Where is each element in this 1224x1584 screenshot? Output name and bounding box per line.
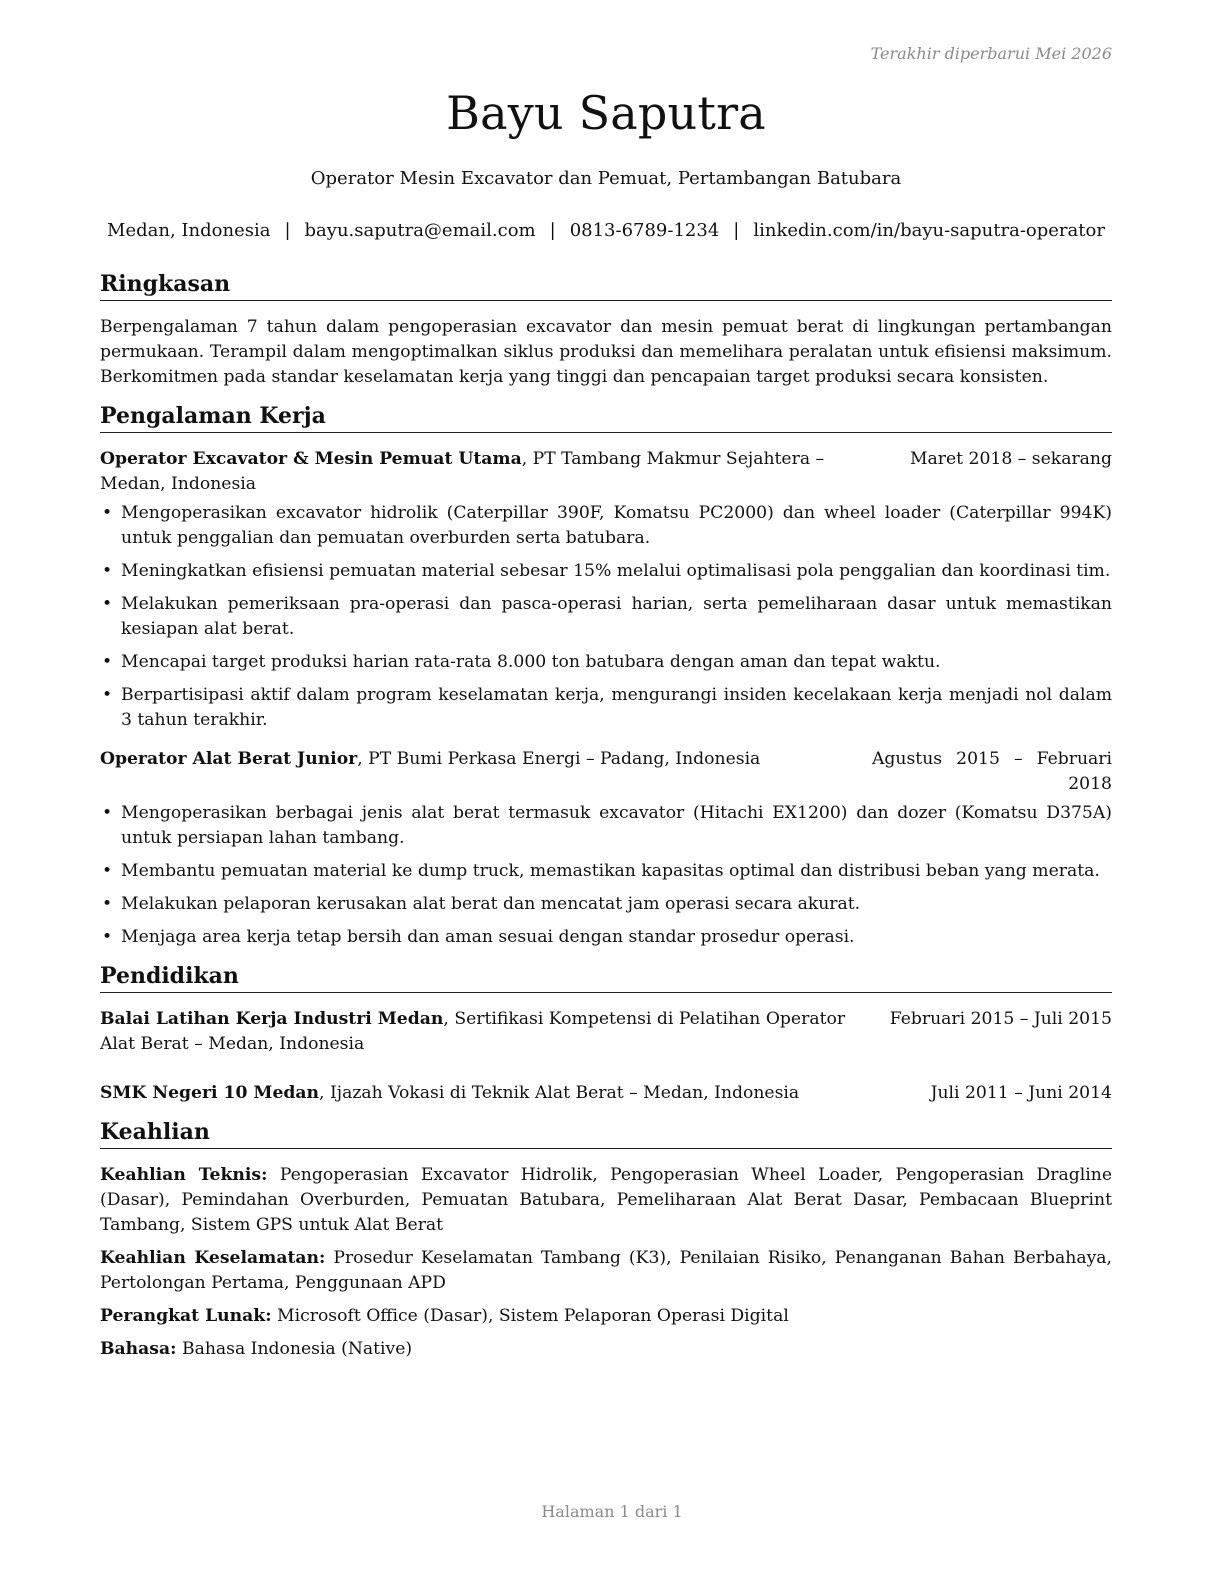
candidate-name: Bayu Saputra bbox=[446, 86, 766, 140]
list-item bbox=[100, 501, 1112, 551]
bullet-text: Melakukan pemeriksaan pra-operasi dan pasca-operasi harian, serta pemeliharaan dasar untuk memastikan kesiapan alat berat. bbox=[121, 594, 1112, 639]
skill-value: Prosedur Keselamatan Tambang (K3), Penilaian Risiko, Penanganan Bahan Berbahaya, Pertolongan Pertama, Penggunaan APD bbox=[100, 1248, 1112, 1293]
bullet-icon: • bbox=[102, 652, 113, 672]
job-title: Operator Alat Berat Junior bbox=[100, 749, 358, 769]
list-item bbox=[100, 859, 1112, 884]
last-updated-note: Terakhir diperbarui Mei 2026 bbox=[870, 44, 1112, 63]
education-details: , Sertifikasi Kompetensi di Pelatihan Operator Alat Berat – Medan, Indonesia bbox=[100, 1009, 846, 1054]
job-title-line bbox=[100, 447, 910, 497]
skill-value: Bahasa Indonesia (Native) bbox=[181, 1339, 413, 1359]
education-dates: Februari 2015 – Juli 2015 bbox=[889, 1009, 1112, 1029]
summary-heading: Ringkasan bbox=[100, 270, 1112, 301]
education-dates: Juli 2011 – Juni 2014 bbox=[930, 1083, 1112, 1103]
skill-label: Perangkat Lunak: bbox=[100, 1306, 272, 1326]
bullet-text: Membantu pemuatan material ke dump truck, memastikan kapasitas optimal dan distribusi beban yang merata. bbox=[121, 861, 1100, 881]
bullet-text: Mengoperasikan excavator hidrolik (Caterpillar 390F, Komatsu PC2000) dan wheel loader (Caterpillar 994K) untuk penggalian dan pemuatan overburden serta batubara. bbox=[121, 503, 1112, 548]
bullet-icon: • bbox=[102, 594, 113, 614]
job-title-line bbox=[100, 747, 872, 772]
job-company: , PT Tambang Makmur Sejahtera – Medan, Indonesia bbox=[100, 449, 825, 494]
job-dates: Agustus 2015 – Februari 2018 bbox=[872, 749, 1112, 794]
education-title-line bbox=[100, 1007, 890, 1057]
list-item bbox=[100, 892, 1112, 917]
job-header bbox=[100, 447, 1112, 497]
education-title-line bbox=[100, 1081, 931, 1106]
job-entry bbox=[100, 447, 1112, 733]
bullet-text: Meningkatkan efisiensi pemuatan material sebesar 15% melalui optimalisasi pola penggalian dan koordinasi tim. bbox=[121, 561, 1111, 581]
contact-email[interactable]: bayu.saputra@email.com bbox=[304, 220, 536, 241]
list-item bbox=[100, 925, 1112, 950]
bullet-icon: • bbox=[102, 803, 113, 823]
bullet-text: Berpartisipasi aktif dalam program keselamatan kerja, mengurangi insiden kecelakaan kerja menjadi nol dalam 3 tahun terakhir. bbox=[121, 685, 1112, 730]
job-company: , PT Bumi Perkasa Energi – Padang, Indonesia bbox=[357, 749, 761, 769]
bullet-icon: • bbox=[102, 561, 113, 581]
education-details: , Ijazah Vokasi di Teknik Alat Berat – Medan, Indonesia bbox=[319, 1083, 800, 1103]
list-item bbox=[100, 650, 1112, 675]
page-number-footer: Halaman 1 dari 1 bbox=[541, 1502, 683, 1521]
contact-separator: | bbox=[284, 220, 291, 241]
summary-text: Berpengalaman 7 tahun dalam pengoperasian excavator dan mesin pemuat berat di lingkungan pertambangan permukaan. Terampil dalam mengoptimalkan siklus produksi dan memelihara peralatan untuk efisiensi maksimum. Berkomitmen pada standar keselamatan kerja yang tinggi dan pencapaian target produksi secara konsisten. bbox=[100, 317, 1112, 387]
list-item bbox=[100, 683, 1112, 733]
candidate-headline: Operator Mesin Excavator dan Pemuat, Pertambangan Batubara bbox=[310, 168, 902, 189]
summary-section bbox=[100, 270, 1112, 390]
bullet-icon: • bbox=[102, 927, 113, 947]
job-entry bbox=[100, 747, 1112, 950]
education-entry bbox=[100, 1007, 1112, 1057]
job-header bbox=[100, 747, 1112, 797]
bullet-icon: • bbox=[102, 861, 113, 881]
experience-section bbox=[100, 402, 1112, 950]
skills-section bbox=[100, 1118, 1112, 1362]
education-school: SMK Negeri 10 Medan bbox=[100, 1083, 320, 1103]
contact-separator: | bbox=[549, 220, 556, 241]
contact-phone: 0813-6789-1234 bbox=[569, 220, 720, 241]
skill-label: Bahasa: bbox=[100, 1339, 177, 1359]
list-item bbox=[100, 801, 1112, 851]
contact-line bbox=[100, 220, 1112, 241]
bullet-icon: • bbox=[102, 894, 113, 914]
skill-row bbox=[100, 1246, 1112, 1296]
skill-label: Keahlian Teknis: bbox=[100, 1165, 268, 1185]
bullet-text: Menjaga area kerja tetap bersih dan aman sesuai dengan standar prosedur operasi. bbox=[121, 927, 855, 947]
skill-row bbox=[100, 1163, 1112, 1238]
bullet-text: Melakukan pelaporan kerusakan alat berat dan mencatat jam operasi secara akurat. bbox=[121, 894, 861, 914]
resume-body bbox=[100, 270, 1112, 1374]
education-school: Balai Latihan Kerja Industri Medan bbox=[100, 1009, 444, 1029]
job-dates: Maret 2018 – sekarang bbox=[909, 449, 1112, 469]
job-bullets bbox=[100, 801, 1112, 950]
skills-heading: Keahlian bbox=[100, 1118, 1112, 1149]
bullet-text: Mencapai target produksi harian rata-rata 8.000 ton batubara dengan aman dan tepat waktu. bbox=[121, 652, 941, 672]
skill-row bbox=[100, 1337, 1112, 1362]
list-item bbox=[100, 559, 1112, 584]
skill-label: Keahlian Keselamatan: bbox=[100, 1248, 326, 1268]
bullet-text: Mengoperasikan berbagai jenis alat berat termasuk excavator (Hitachi EX1200) dan dozer (Komatsu D375A) untuk persiapan lahan tambang. bbox=[121, 803, 1112, 848]
list-item bbox=[100, 592, 1112, 642]
job-bullets bbox=[100, 501, 1112, 733]
contact-location: Medan, Indonesia bbox=[107, 220, 271, 241]
experience-heading: Pengalaman Kerja bbox=[100, 402, 1112, 433]
contact-linkedin[interactable]: linkedin.com/in/bayu-saputra-operator bbox=[753, 220, 1105, 241]
job-title: Operator Excavator & Mesin Pemuat Utama bbox=[100, 449, 522, 469]
bullet-icon: • bbox=[102, 503, 113, 523]
education-entry bbox=[100, 1081, 1112, 1106]
skill-value: Pengoperasian Excavator Hidrolik, Pengoperasian Wheel Loader, Pengoperasian Dragline (Dasar), Pemindahan Overburden, Pemuatan Batubara, Pemeliharaan Alat Berat Dasar, Pembacaan Blueprint Tambang, Sistem GPS untuk Alat Berat bbox=[100, 1165, 1112, 1235]
education-section bbox=[100, 962, 1112, 1106]
skill-row bbox=[100, 1304, 1112, 1329]
contact-separator: | bbox=[733, 220, 740, 241]
bullet-icon: • bbox=[102, 685, 113, 705]
skill-value: Microsoft Office (Dasar), Sistem Pelaporan Operasi Digital bbox=[277, 1306, 789, 1326]
education-heading: Pendidikan bbox=[100, 962, 1112, 993]
